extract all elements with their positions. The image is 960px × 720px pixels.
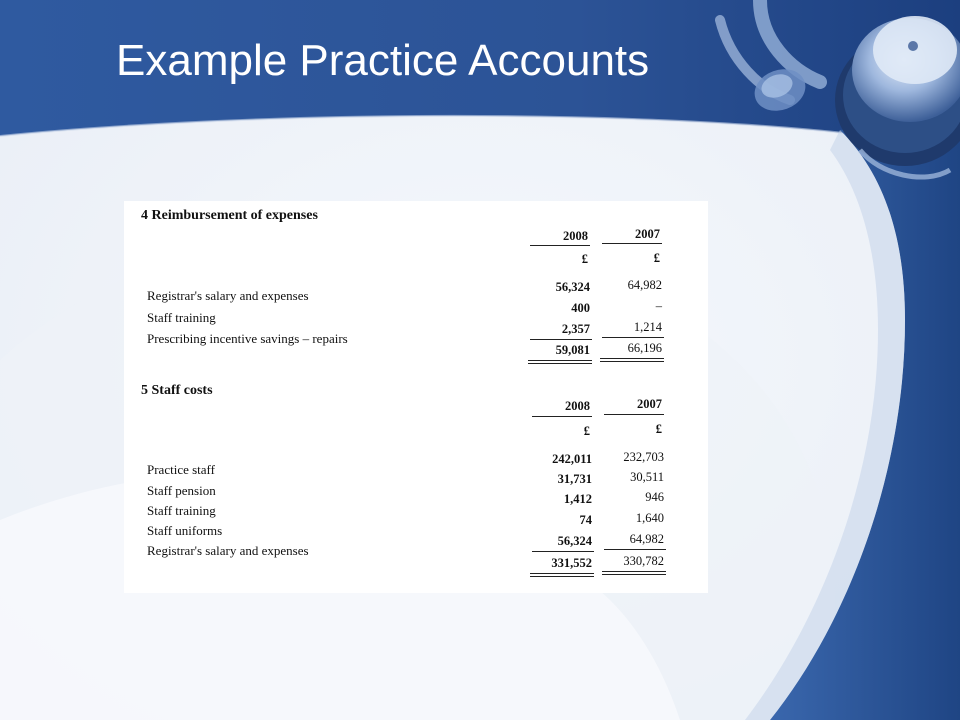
note-5-total-prior: 330,782 (623, 554, 664, 568)
note-4-value-current: 400 (571, 301, 590, 315)
note-5-value-current: 74 (579, 513, 592, 527)
note-4-total-double-rule-current (528, 360, 592, 364)
note-5-value-prior: 232,703 (623, 450, 664, 464)
note-5-total-double-rule-prior (602, 571, 666, 575)
note-5-value-current: 56,324 (557, 534, 592, 548)
note-5-row-label: Practice staff (147, 462, 215, 477)
note-5-row-label: Staff training (147, 503, 216, 518)
note-5-value-prior: 64,982 (629, 532, 664, 546)
note-4-title: 4 Reimbursement of expenses (141, 208, 318, 223)
note-4-row-label: Staff training (147, 310, 216, 325)
note-5-year-current: 2008 (565, 399, 590, 413)
note-5-value-current: 31,731 (557, 472, 592, 486)
note-4-subtotal-rule-prior (602, 337, 664, 338)
note-4-total-current: 59,081 (555, 343, 590, 357)
note-5-subtotal-rule-current (532, 551, 594, 552)
note-5-value-prior: 30,511 (630, 470, 664, 484)
note-5-row-label: Registrar's salary and expenses (147, 543, 309, 558)
note-5-currency-prior: £ (655, 422, 662, 436)
note-5-value-current: 242,011 (552, 452, 592, 466)
note-4-header-rule-prior (602, 243, 662, 244)
note-4-value-current: 56,324 (555, 280, 590, 294)
note-5-total-current: 331,552 (551, 556, 592, 570)
note-5-header-rule-prior (604, 414, 664, 415)
note-4-value-current: 2,357 (561, 322, 590, 336)
note-4-header-rule-current (530, 245, 590, 246)
note-4-year-prior: 2007 (635, 227, 660, 241)
note-5-total-double-rule-current (530, 573, 594, 577)
note-4-value-prior: – (655, 299, 662, 313)
note-5-currency-current: £ (583, 424, 590, 438)
note-4-year-current: 2008 (563, 229, 588, 243)
note-5-value-current: 1,412 (563, 492, 592, 506)
note-4-currency-current: £ (581, 252, 588, 266)
note-4-total-prior: 66,196 (627, 341, 662, 355)
note-5-value-prior: 946 (645, 490, 664, 504)
note-5-row-label: Staff pension (147, 483, 216, 498)
note-5-value-prior: 1,640 (635, 511, 664, 525)
note-4-subtotal-rule-current (530, 339, 592, 340)
note-5-year-prior: 2007 (637, 397, 662, 411)
note-4-currency-prior: £ (653, 251, 660, 265)
note-4-row-label: Prescribing incentive savings – repairs (147, 331, 348, 346)
note-4-total-double-rule-prior (600, 358, 664, 362)
note-5-title: 5 Staff costs (141, 383, 213, 398)
slide-title: Example Practice Accounts (116, 36, 650, 85)
note-4-value-prior: 64,982 (627, 278, 662, 292)
accounts-scan (124, 201, 708, 593)
note-4-value-prior: 1,214 (633, 320, 662, 334)
note-5-header-rule-current (532, 416, 592, 417)
note-4-row-label: Registrar's salary and expenses (147, 288, 309, 303)
note-5-row-label: Staff uniforms (147, 523, 223, 538)
note-5-subtotal-rule-prior (604, 549, 666, 550)
